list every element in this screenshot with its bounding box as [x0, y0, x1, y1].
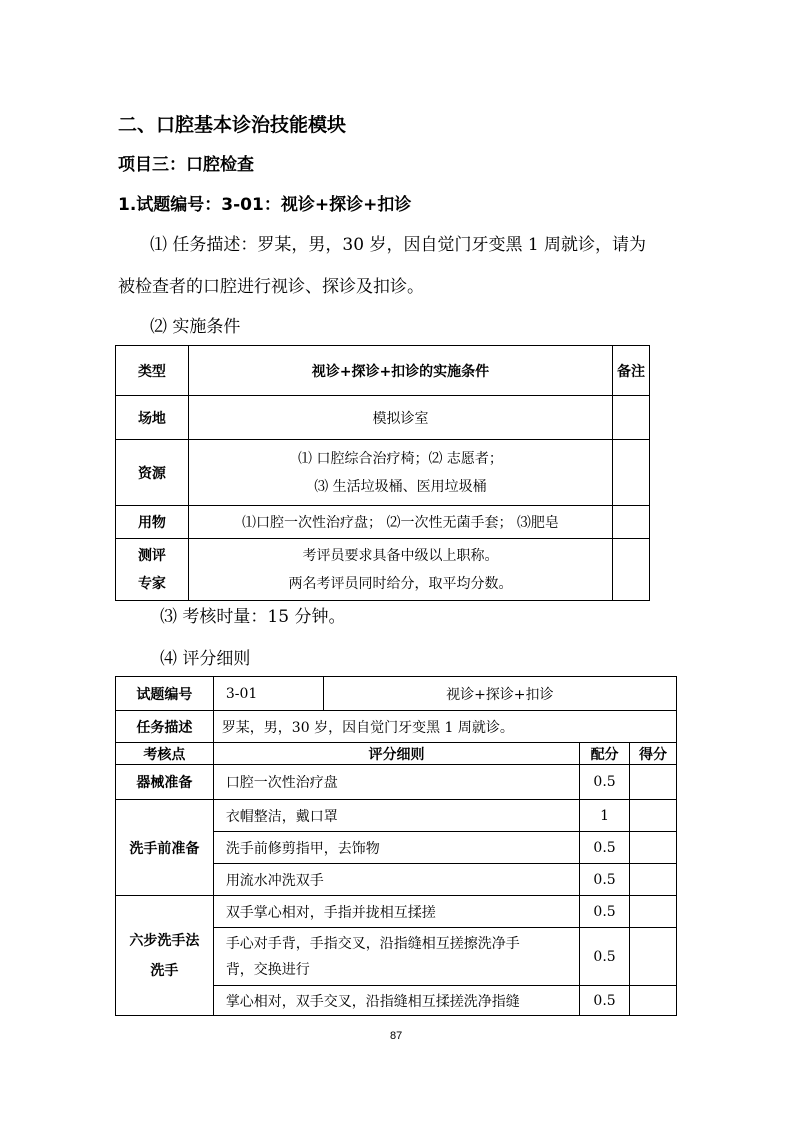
judge-value [188, 539, 612, 601]
rule-obtained [630, 765, 677, 800]
resource-label: 资源 [116, 440, 189, 506]
exam-id-value: 3-01 [213, 677, 323, 711]
rules-heading: ⑷ 评分细则 [160, 649, 251, 669]
conditions-heading: ⑵ 实施条件 [150, 317, 241, 337]
header-obtained: 得分 [630, 743, 677, 765]
resource-line2: ⑶ 生活垃圾桶、医用垃圾桶 [314, 478, 487, 495]
venue-note [613, 396, 650, 440]
rule-obtained [630, 832, 677, 864]
rule-score: 0.5 [580, 986, 630, 1016]
rule-score: 0.5 [580, 765, 630, 800]
table-row [116, 800, 677, 832]
rule-obtained [630, 896, 677, 928]
task-description-line1: ⑴ 任务描述：罗某，男，30 岁，因自觉门牙变黑 1 周就诊，请为 [150, 235, 647, 255]
rule-obtained [630, 986, 677, 1016]
header-assessment-point: 考核点 [116, 743, 214, 765]
rule-score: 0.5 [580, 928, 630, 986]
judge-note [613, 539, 650, 601]
time-heading: ⑶ 考核时量：15 分钟。 [160, 607, 346, 627]
rule-score: 1 [580, 800, 630, 832]
rule-obtained [630, 928, 677, 986]
page-number: 87 [390, 1030, 403, 1042]
rule-text: 洗手前修剪指甲，去饰物 [213, 832, 579, 864]
table-row [116, 765, 677, 800]
header-conditions: 视诊+探诊+扣诊的实施条件 [188, 346, 612, 396]
item-title: 1.试题编号：3-01：视诊+探诊+扣诊 [118, 195, 412, 215]
rule-score: 0.5 [580, 832, 630, 864]
rule-score: 0.5 [580, 864, 630, 896]
group-instrument-prep: 器械准备 [116, 765, 214, 800]
exam-id-title: 视诊+探诊+扣诊 [323, 677, 676, 711]
rule-text [213, 928, 579, 986]
items-value: ⑴口腔一次性治疗盘； ⑵一次性无菌手套； ⑶肥皂 [188, 506, 612, 539]
rule-text: 双手掌心相对，手指并拢相互揉搓 [213, 896, 579, 928]
judge-label-line2: 专家 [137, 575, 166, 592]
module-title: 二、口腔基本诊治技能模块 [118, 114, 347, 136]
rule-text: 掌心相对，双手交叉，沿指缝相互揉搓洗净指缝 [213, 986, 579, 1016]
group3-line1: 六步洗手法 [129, 932, 200, 949]
rule-score: 0.5 [580, 896, 630, 928]
header-score: 配分 [580, 743, 630, 765]
venue-label: 场地 [116, 396, 189, 440]
judge-label-line1: 测评 [137, 547, 166, 564]
task-label: 任务描述 [116, 711, 214, 743]
items-label: 用物 [116, 506, 189, 539]
venue-value: 模拟诊室 [188, 396, 612, 440]
task-value: 罗某，男，30 岁，因自觉门牙变黑 1 周就诊。 [213, 711, 676, 743]
resource-note [613, 440, 650, 506]
rule-text-line1: 手心对手背，手指交叉，沿指缝相互搓擦洗净手 [225, 935, 520, 952]
rule-text: 用流水冲洗双手 [213, 864, 579, 896]
group3-line2: 洗手 [150, 962, 179, 979]
rule-obtained [630, 864, 677, 896]
rule-obtained [630, 800, 677, 832]
items-note [613, 506, 650, 539]
resource-value [188, 440, 612, 506]
conditions-table [115, 345, 650, 601]
task-description-line2: 被检查者的口腔进行视诊、探诊及扣诊。 [118, 277, 424, 297]
table-row [116, 896, 677, 928]
resource-line1: ⑴ 口腔综合治疗椅；⑵ 志愿者； [298, 450, 503, 467]
scoring-table [115, 676, 677, 1016]
group-six-step-handwash [116, 896, 214, 1016]
header-note: 备注 [613, 346, 650, 396]
header-type: 类型 [116, 346, 189, 396]
rule-text-line2: 背，交换进行 [225, 961, 310, 978]
header-scoring-rules: 评分细则 [213, 743, 579, 765]
judge-line1: 考评员要求具备中级以上职称。 [302, 547, 499, 564]
judge-label [116, 539, 189, 601]
rule-text: 衣帽整洁，戴口罩 [213, 800, 579, 832]
project-title: 项目三：口腔检查 [118, 155, 254, 175]
judge-line2: 两名考评员同时给分，取平均分数。 [288, 575, 513, 592]
exam-id-label: 试题编号 [116, 677, 214, 711]
rule-text: 口腔一次性治疗盘 [213, 765, 579, 800]
group-prewash-prep: 洗手前准备 [116, 800, 214, 896]
